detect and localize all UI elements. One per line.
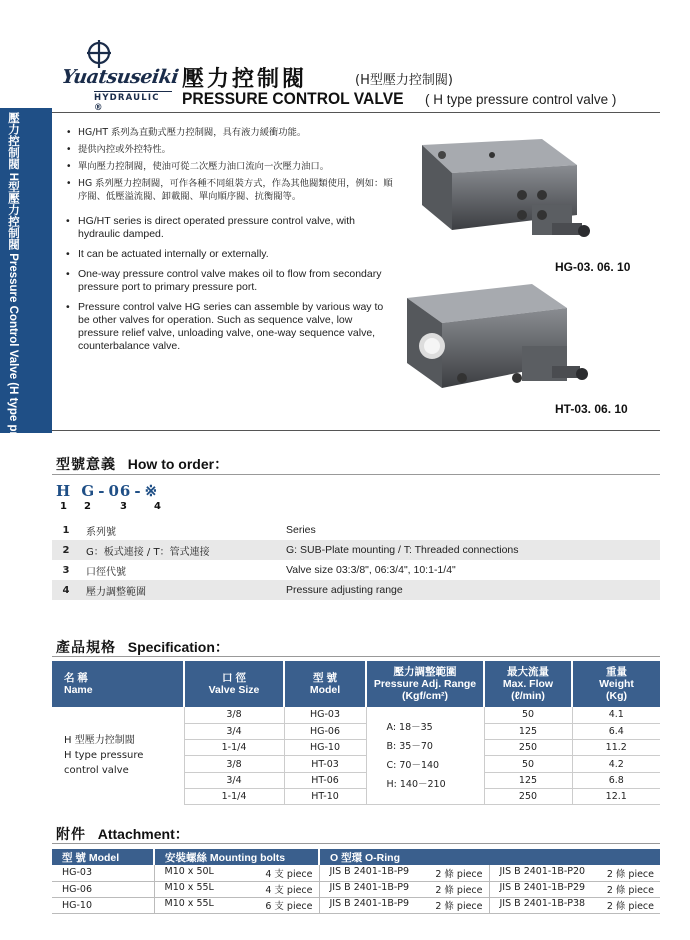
order-table bbox=[52, 520, 660, 600]
attachment-heading-en: Attachment： bbox=[97, 826, 189, 842]
how-to-order-heading-zh: 型號意義 bbox=[56, 457, 116, 473]
spec-header-model: 型 號 Model bbox=[284, 661, 366, 707]
spec-pressure-range: A: 18－35 B: 35－70 C: 70－140 H: 140－210 bbox=[366, 707, 484, 805]
spec-weight: 4.2 bbox=[572, 756, 660, 772]
spec-model: HT-10 bbox=[284, 788, 366, 804]
spec-flow: 250 bbox=[484, 788, 572, 804]
spec-flow: 125 bbox=[484, 772, 572, 788]
table-row bbox=[52, 580, 660, 600]
attachment-oring: JIS B 2401-1B-P9 2 條 piece bbox=[319, 897, 489, 913]
order-code: H G - 06 - ※ bbox=[56, 482, 159, 500]
attachment-header-oring: O 型環 O-Ring bbox=[319, 849, 660, 865]
spec-flow: 50 bbox=[484, 707, 572, 723]
feature-en-item: • HG/HT series is direct operated pressure control valve, with hydraulic damped. bbox=[64, 215, 394, 241]
specification-heading-zh: 產品規格 bbox=[56, 640, 116, 656]
specification-underline bbox=[52, 656, 660, 657]
hg-valve-label: HG-03. 06. 10 bbox=[555, 260, 631, 274]
spec-weight: 12.1 bbox=[572, 788, 660, 804]
spec-header-size: 口 徑 Valve Size bbox=[184, 661, 284, 707]
ht-valve-image bbox=[392, 278, 592, 398]
page-subtitle-en: ( H type pressure control valve ) bbox=[425, 92, 617, 107]
spec-weight: 6.4 bbox=[572, 723, 660, 739]
order-row-number: 2 bbox=[52, 540, 80, 560]
order-row-zh: 壓力調整範圍 bbox=[80, 580, 280, 600]
attachment-header-bolts: 安裝螺絲 Mounting bolts bbox=[154, 849, 319, 865]
order-row-en: Valve size 03:3/8", 06:3/4", 10:1-1/4" bbox=[286, 564, 456, 576]
order-row-zh: 口徑代號 bbox=[86, 566, 126, 578]
feature-zh-item: • 單向壓力控制閥，使油可從二次壓力油口流向一次壓力油口。 bbox=[64, 160, 394, 173]
feature-list-zh bbox=[64, 126, 394, 203]
order-code-part: 06 bbox=[108, 482, 132, 500]
spec-header-range: 壓力調整範圍 Pressure Adj. Range (Kgf/cm²) bbox=[366, 661, 484, 707]
attachment-oring: JIS B 2401-1B-P20 2 條 piece bbox=[489, 865, 660, 881]
order-row-number: 1 bbox=[62, 524, 70, 536]
spec-model: HG-03 bbox=[284, 707, 366, 723]
order-code-part: H bbox=[56, 482, 72, 500]
order-row-en: Series bbox=[286, 524, 316, 536]
spec-size: 3/8 bbox=[184, 756, 284, 772]
spec-header-weight: 重量 Weight (Kg) bbox=[572, 661, 660, 707]
attachment-heading bbox=[56, 824, 189, 844]
order-row-number: 3 bbox=[62, 564, 70, 576]
order-code-part: ※ bbox=[144, 482, 159, 500]
order-row-zh: G：板式連接 / T：管式連接 bbox=[80, 540, 280, 560]
feature-zh-item: • 提供內控或外控特性。 bbox=[64, 143, 394, 156]
section-divider bbox=[52, 430, 660, 431]
attachment-oring: JIS B 2401-1B-P38 2 條 piece bbox=[489, 897, 660, 913]
how-to-order-heading bbox=[56, 454, 228, 474]
attachment-oring: JIS B 2401-1B-P9 2 條 piece bbox=[319, 881, 489, 897]
specification-heading bbox=[56, 637, 229, 657]
spec-size: 3/4 bbox=[184, 723, 284, 739]
attachment-model: HG-10 bbox=[52, 897, 154, 913]
attachment-bolt: M10 x 50L 4 支 piece bbox=[154, 865, 319, 881]
table-row bbox=[52, 520, 660, 540]
order-code-part: G bbox=[81, 482, 96, 500]
spec-product-name: H 型壓力控制閥 H type pressure control valve bbox=[52, 707, 184, 805]
header-divider bbox=[52, 112, 660, 113]
how-to-order-underline bbox=[52, 474, 660, 475]
spec-header-flow: 最大流量 Max. Flow (ℓ/min) bbox=[484, 661, 572, 707]
page-title-en: PRESSURE CONTROL VALVE bbox=[182, 89, 404, 108]
spec-flow: 125 bbox=[484, 723, 572, 739]
attachment-underline bbox=[52, 843, 660, 844]
page-subtitle-zh: (H型壓力控制閥) bbox=[355, 73, 453, 88]
side-category-label: 壓力控制閥 H型壓力控制閥 Pressure Control Valve (H type pressure control valve) bbox=[7, 112, 19, 552]
spec-model: HG-10 bbox=[284, 740, 366, 756]
table-row bbox=[52, 707, 660, 723]
attachment-heading-zh: 附件 bbox=[56, 827, 86, 843]
table-row bbox=[52, 865, 660, 881]
table-row bbox=[52, 540, 660, 560]
spec-size: 3/8 bbox=[184, 707, 284, 723]
order-code-number: 3 bbox=[120, 501, 127, 512]
order-code-number: 4 bbox=[154, 501, 161, 512]
feature-zh-item: • HG/HT 系列為直動式壓力控制閥，具有液力緩衝功能。 bbox=[64, 126, 394, 139]
table-row bbox=[52, 560, 660, 580]
specification-table bbox=[52, 661, 660, 805]
how-to-order-heading-en: How to order： bbox=[127, 456, 229, 472]
feature-en-item: • One-way pressure control valve makes oil to flow from secondary pressure port to primary pressure port. bbox=[64, 268, 394, 294]
feature-zh-item: • HG 系列壓力控制閥，可作各種不同組裝方式，作為其他閥類使用，例如：順序閥、低壓溢流閥、卸載閥、單向順序閥、抗衡閥等。 bbox=[64, 177, 394, 203]
spec-model: HT-06 bbox=[284, 772, 366, 788]
spec-size: 3/4 bbox=[184, 772, 284, 788]
attachment-table bbox=[52, 849, 660, 914]
brand-subtitle: HYDRAULIC ® bbox=[94, 91, 172, 113]
spec-header-row bbox=[52, 661, 660, 707]
order-row-en: Pressure adjusting range bbox=[280, 580, 660, 600]
feature-list-en bbox=[64, 215, 394, 353]
ht-valve-label: HT-03. 06. 10 bbox=[555, 402, 628, 416]
order-row-en: G: SUB-Plate mounting / T: Threaded connections bbox=[280, 540, 660, 560]
feature-en-item: • Pressure control valve HG series can assemble by various way to be other valves for operation. Such as sequence valve, low pressure relief valve, unloading valve, one-way sequence valve, counterbalance valve. bbox=[64, 301, 394, 353]
page-title-zh: 壓力控制閥 bbox=[182, 67, 308, 92]
attachment-oring: JIS B 2401-1B-P9 2 條 piece bbox=[319, 865, 489, 881]
order-row-zh: 系列號 bbox=[86, 526, 116, 538]
spec-weight: 4.1 bbox=[572, 707, 660, 723]
order-code-number: 2 bbox=[84, 501, 91, 512]
spec-weight: 11.2 bbox=[572, 740, 660, 756]
hg-valve-image bbox=[392, 135, 592, 250]
table-row bbox=[52, 897, 660, 913]
spec-size: 1-1/4 bbox=[184, 788, 284, 804]
attachment-bolt: M10 x 55L 4 支 piece bbox=[154, 881, 319, 897]
spec-weight: 6.8 bbox=[572, 772, 660, 788]
brand-name: Yuatsuseiki bbox=[60, 66, 180, 88]
spec-flow: 250 bbox=[484, 740, 572, 756]
table-row bbox=[52, 881, 660, 897]
attachment-model: HG-06 bbox=[52, 881, 154, 897]
spec-model: HT-03 bbox=[284, 756, 366, 772]
feature-en-item: • It can be actuated internally or externally. bbox=[64, 248, 394, 261]
attachment-model: HG-03 bbox=[52, 865, 154, 881]
order-code-number: 1 bbox=[60, 501, 67, 512]
attachment-oring: JIS B 2401-1B-P29 2 條 piece bbox=[489, 881, 660, 897]
attachment-header-model: 型 號 Model bbox=[52, 849, 154, 865]
attachment-header-row bbox=[52, 849, 660, 865]
spec-size: 1-1/4 bbox=[184, 740, 284, 756]
attachment-bolt: M10 x 55L 6 支 piece bbox=[154, 897, 319, 913]
spec-header-name: 名 稱 Name bbox=[52, 661, 184, 707]
feature-list bbox=[64, 126, 394, 360]
order-row-number: 4 bbox=[52, 580, 80, 600]
spec-flow: 50 bbox=[484, 756, 572, 772]
spec-model: HG-06 bbox=[284, 723, 366, 739]
brand-logo bbox=[60, 40, 180, 113]
specification-heading-en: Specification： bbox=[127, 639, 229, 655]
